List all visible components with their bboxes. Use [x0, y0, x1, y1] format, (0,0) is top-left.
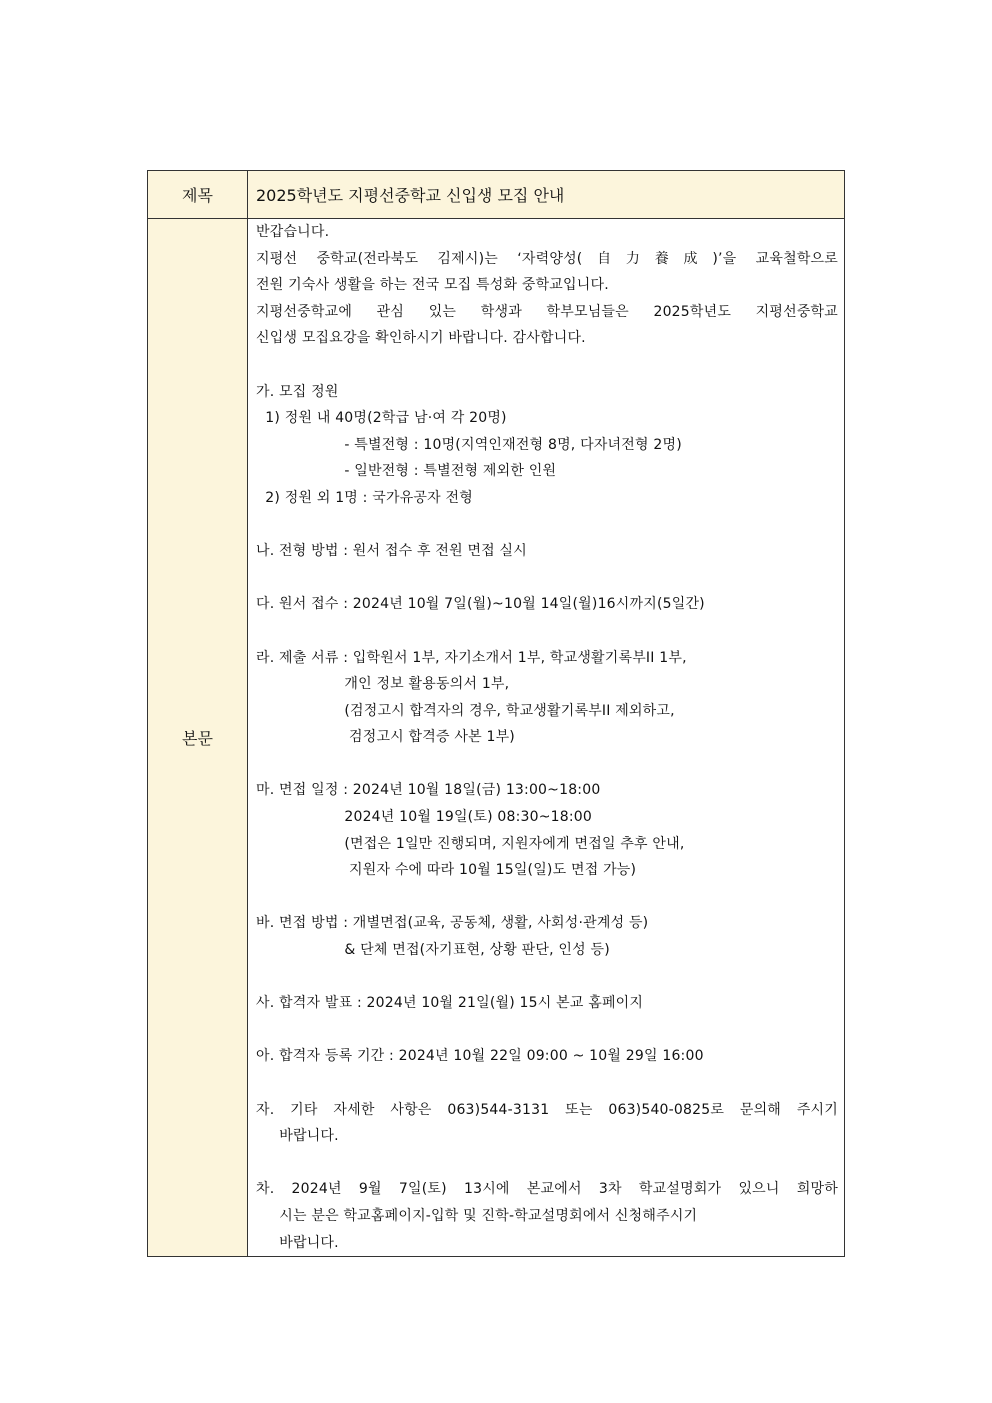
section-da: 다. 원서 접수 : 2024년 10월 7일(월)~10월 14일(월)16시까지(5일간) [256, 596, 705, 613]
section-cha-line: 시는 분은 학교홈페이지-입학 및 진학-학교설명회에서 신청해주시기 [256, 1207, 698, 1224]
section-ma-line: 2024년 10월 19일(토) 08:30~18:00 [256, 809, 593, 826]
body-row [148, 219, 845, 1257]
section-ja-line: 자. 기타 자세한 사항은 063)544-3131 또는 063)540-0825로 문의해 주시기 [256, 1101, 838, 1118]
body-label: 본문 [148, 219, 248, 1257]
section-sa: 사. 합격자 발표 : 2024년 10월 21일(월) 15시 본교 홈페이지 [256, 995, 644, 1012]
section-na: 나. 전형 방법 : 원서 접수 후 전원 면접 실시 [256, 543, 528, 560]
notice-table [147, 170, 845, 1257]
section-ga-heading: 가. 모집 정원 [256, 383, 339, 400]
section-ga-line: 2) 정원 외 1명 : 국가유공자 전형 [256, 489, 473, 506]
section-a: 아. 합격자 등록 기간 : 2024년 10월 22일 09:00 ~ 10월 29일 16:00 [256, 1048, 704, 1065]
section-ma-line: 마. 면접 일정 : 2024년 10월 18일(금) 13:00~18:00 [256, 782, 601, 799]
title-label: 제목 [148, 171, 248, 219]
section-ma-line: 지원자 수에 따라 10월 15일(일)도 면접 가능) [256, 862, 637, 879]
section-cha-line: 차. 2024년 9월 7일(토) 13시에 본교에서 3차 학교설명회가 있으니 희망하 [256, 1181, 838, 1198]
section-ra-line: 검정고시 합격증 사본 1부) [256, 729, 515, 746]
intro-line: 신입생 모집요강을 확인하시기 바랍니다. 감사합니다. [256, 330, 586, 347]
section-ra-line: 개인 정보 활용동의서 1부, [256, 676, 510, 693]
intro-line: 전원 기숙사 생활을 하는 전국 모집 특성화 중학교입니다. [256, 277, 609, 294]
section-ba-line: & 단체 면접(자기표현, 상황 판단, 인성 등) [256, 942, 610, 959]
section-ba-line: 바. 면접 방법 : 개별면접(교육, 공동체, 생활, 사회성·관계성 등) [256, 915, 649, 932]
intro-line: 지평선 중학교(전라북도 김제시)는 ‘자력양성(自力養成)’을 교육철학으로 [256, 250, 838, 267]
section-cha-line: 바랍니다. [256, 1234, 339, 1251]
intro-line: 지평선중학교에 관심 있는 학생과 학부모님들은 2025학년도 지평선중학교 [256, 303, 838, 320]
section-ga-line: - 특별전형 : 10명(지역인재전형 8명, 다자녀전형 2명) [256, 436, 682, 453]
section-ma-line: (면접은 1일만 진행되며, 지원자에게 면접일 추후 안내, [256, 835, 685, 852]
section-ga-line: - 일반전형 : 특별전형 제외한 인원 [256, 463, 557, 480]
title-value: 2025학년도 지평선중학교 신입생 모집 안내 [248, 171, 845, 219]
section-ra-line: (검정고시 합격자의 경우, 학교생활기록부II 제외하고, [256, 702, 675, 719]
section-ga-line: 1) 정원 내 40명(2학급 남·여 각 20명) [256, 410, 507, 427]
body-content [248, 219, 845, 1257]
section-ra-line: 라. 제출 서류 : 입학원서 1부, 자기소개서 1부, 학교생활기록부II 1부, [256, 649, 687, 666]
title-row [148, 171, 845, 219]
greeting-line: 반갑습니다. [256, 224, 330, 240]
section-ja-line: 바랍니다. [256, 1128, 339, 1145]
